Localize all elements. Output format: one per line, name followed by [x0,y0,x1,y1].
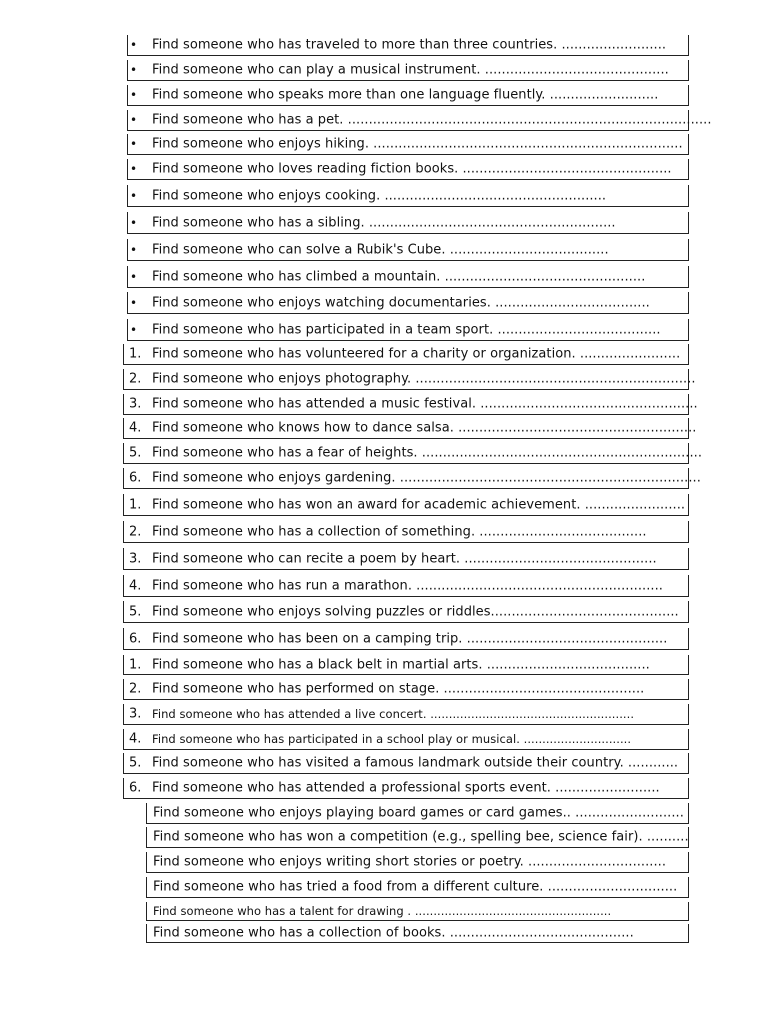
list-item-text: Find someone who has attended a professional sports event. ......................... [152,780,660,796]
bullet-marker: • [130,215,138,230]
item-number: 5. [129,604,142,619]
list-item [123,753,689,774]
list-item [127,60,689,81]
item-number: 4. [129,731,142,747]
bullet-marker: • [130,242,138,257]
list-item-text: Find someone who has a sibling. ........................................................... [152,215,616,230]
list-item-text: Find someone who enjoys playing board games or card games.. .......................... [153,805,684,821]
list-item-text: Find someone who knows how to dance salsa. ......................................................... [152,420,697,436]
list-item [146,902,689,921]
bullet-marker: • [130,137,138,151]
list-item [123,575,689,597]
list-item [123,778,689,799]
list-item-text: Find someone who has climbed a mountain. ................................................ [152,269,646,284]
list-item-text: Find someone who has a talent for drawing . ..................................................... [153,904,612,918]
list-item [146,827,689,848]
list-item-text: Find someone who has attended a music festival. .................................................... [152,396,698,412]
list-item-text: Find someone who has a collection of something. ........................................ [152,524,647,539]
list-item [123,468,701,489]
list-item [127,239,689,261]
list-item-text: Find someone who enjoys cooking. ..................................................... [152,188,607,203]
list-item [146,852,689,873]
item-number: 6. [129,780,142,796]
list-item-text: Find someone who enjoys hiking. .......................................................................... [152,136,683,152]
bullet-marker: • [130,322,138,337]
list-item-text: Find someone who can recite a poem by heart. .............................................. [152,551,657,566]
list-item-text: Find someone who has tried a food from a different culture. ............................... [153,879,678,895]
list-item-text: Find someone who has traveled to more than three countries. ......................... [152,37,667,53]
item-number: 6. [129,470,142,486]
list-item [127,185,689,207]
list-item-text: Find someone who has a collection of books. ............................................ [153,925,634,941]
item-number: 2. [129,371,142,387]
item-number: 3. [129,396,142,412]
bullet-marker: • [130,38,138,52]
bullet-marker: • [130,162,138,176]
list-item [123,443,703,464]
list-item-text: Find someone who has won an award for academic achievement. ........................ [152,497,686,512]
list-item-text: Find someone who has participated in a team sport. ....................................... [152,322,661,337]
item-number: 1. [129,346,142,362]
list-item [123,494,689,516]
list-item-text: Find someone who enjoys watching documentaries. ..................................... [152,295,650,310]
item-number: 3. [129,551,142,566]
list-item-text: Find someone who has a black belt in martial arts. ....................................... [152,657,650,672]
list-item-text: Find someone who has volunteered for a charity or organization. ........................ [152,346,681,362]
list-item [127,134,689,155]
bullet-marker: • [130,295,138,310]
list-item [123,369,696,390]
item-number: 4. [129,420,142,436]
list-item [123,704,689,725]
list-item [127,292,689,314]
list-item-text: Find someone who enjoys photography. ................................................................... [152,371,696,387]
list-item [123,679,689,700]
list-item [127,35,689,56]
list-item [127,110,712,131]
item-number: 1. [129,497,142,512]
list-item-text: Find someone who has been on a camping trip. ................................................ [152,631,668,646]
list-item [146,877,689,898]
bullet-marker: • [130,88,138,102]
list-item [123,628,689,650]
item-number: 3. [129,706,142,722]
list-item-text: Find someone who has a fear of heights. ................................................................... [152,445,703,461]
bullet-marker: • [130,113,138,127]
list-item-text: Find someone who speaks more than one language fluently. .......................... [152,87,659,103]
list-item-text: Find someone who has won a competition (e.g., spelling bee, science fair). .......... [153,829,689,845]
list-item [123,729,689,750]
list-item-text: Find someone who can play a musical instrument. ............................................ [152,62,669,78]
list-item [123,344,689,365]
item-number: 2. [129,524,142,539]
list-item [127,159,689,180]
list-item [127,85,689,106]
list-item [123,521,689,543]
list-item-text: Find someone who enjoys writing short stories or poetry. ................................. [153,854,667,870]
list-item-text: Find someone who has attended a live concert. ....................................................... [152,707,635,721]
bullet-marker: • [130,188,138,203]
list-item-text: Find someone who has run a marathon. ........................................................... [152,578,663,593]
list-item [123,655,689,675]
list-item [127,266,689,288]
bullet-marker: • [130,63,138,77]
list-item [123,601,689,623]
list-item [146,803,689,824]
list-item-text: Find someone who has a pet. ....................................................................................... [152,112,712,128]
list-item [123,394,698,415]
bullet-marker: • [130,269,138,284]
item-number: 4. [129,578,142,593]
list-item-text: Find someone who enjoys gardening. ........................................................................ [152,470,701,486]
list-item-text: Find someone who has performed on stage. ................................................ [152,681,645,697]
item-number: 6. [129,631,142,646]
list-item-text: Find someone who enjoys solving puzzles or riddles............................................. [152,604,679,619]
list-item [123,418,697,439]
item-number: 2. [129,681,142,697]
list-item-text: Find someone who has visited a famous landmark outside their country. ............ [152,755,679,771]
list-item-text: Find someone who has participated in a school play or musical. ............................. [152,732,632,746]
list-item [127,212,689,234]
item-number: 5. [129,755,142,771]
list-item-text: Find someone who can solve a Rubik's Cube. ...................................... [152,242,609,257]
item-number: 5. [129,445,142,461]
list-item-text: Find someone who loves reading fiction books. .................................................. [152,161,672,177]
list-item [123,548,689,570]
list-item [146,924,689,943]
list-item [127,319,689,341]
item-number: 1. [129,657,142,672]
